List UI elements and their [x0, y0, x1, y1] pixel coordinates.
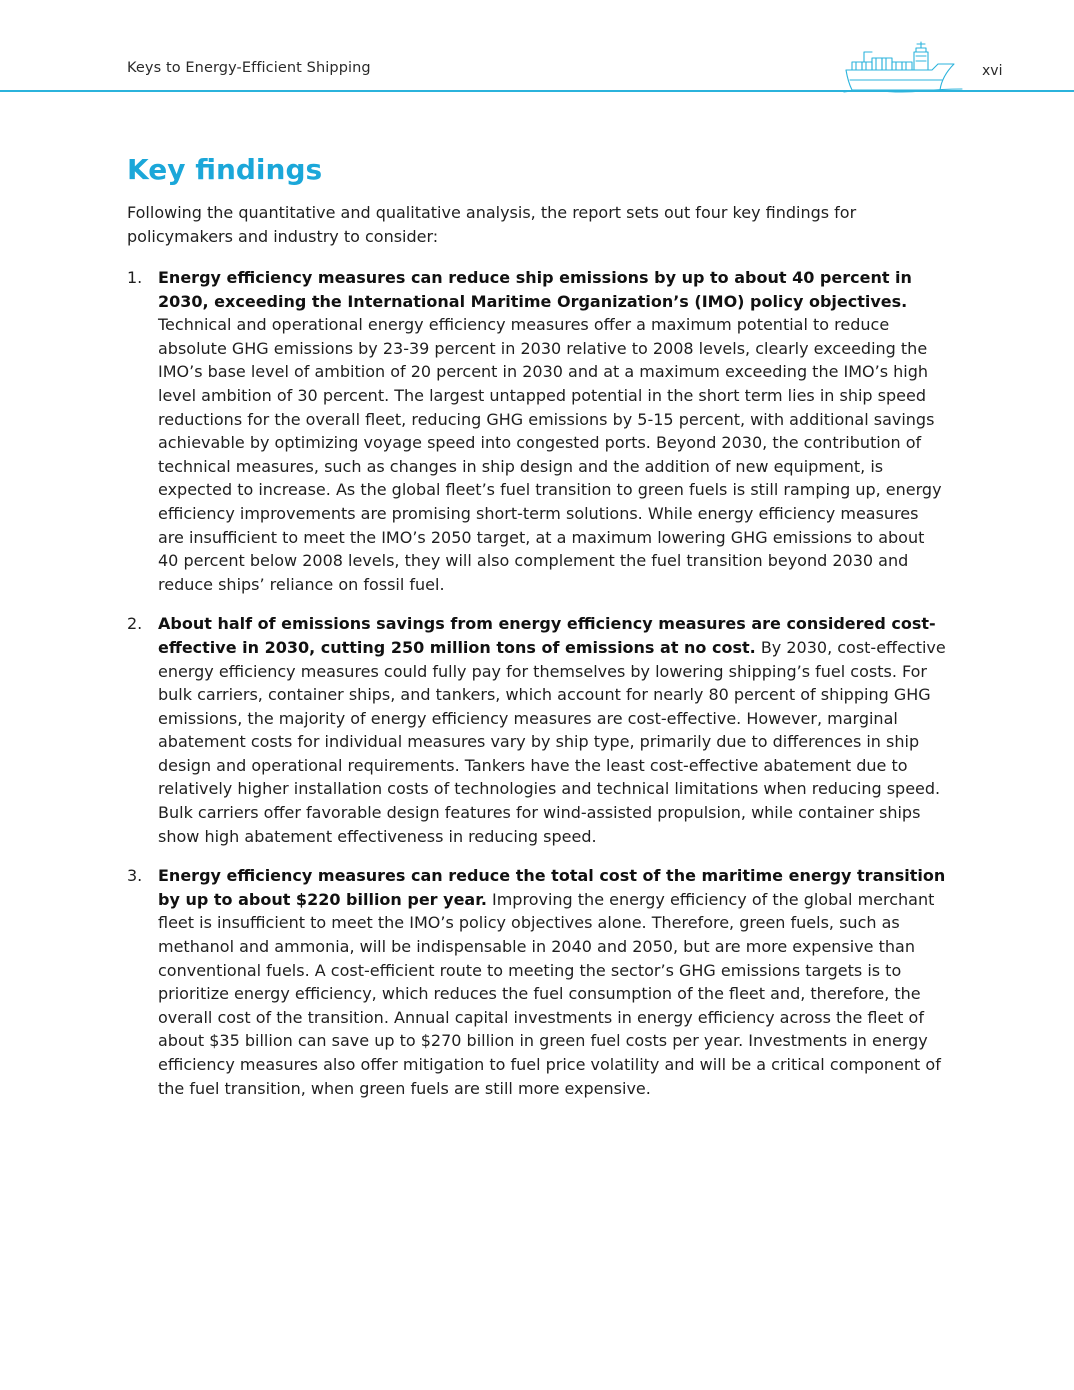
header-divider — [0, 90, 1074, 92]
finding-headline: Energy efficiency measures can reduce the total cost of the maritime energy transition by up to about $220 billion per year. — [158, 866, 946, 909]
findings-list — [127, 266, 949, 1100]
finding-item — [127, 864, 949, 1100]
finding-item — [127, 612, 949, 848]
main-content — [127, 150, 949, 1116]
finding-body: By 2030, cost-effective energy efficiency measures could fully pay for themselves by lowering shipping’s fuel costs. For bulk carriers, container ships, and tankers, which account for nearly 80 percent of shipping GHG emissions, the majority of energy efficiency measures are cost-effective. However, marginal abatement costs for individual measures vary by ship type, primarily due to differences in ship design and operational requirements. Tankers have the least cost-effective abatement due to relatively higher installation costs of technologies and technical limitations when reducing speed. Bulk carriers offer favorable design features for wind-assisted propulsion, while container ships show high abatement effectiveness in reducing speed. — [158, 637, 946, 846]
finding-number: 1. — [127, 268, 143, 287]
finding-body: Technical and operational energy efficiency measures offer a maximum potential to reduce absolute GHG emissions by 23-39 percent in 2030 relative to 2008 levels, clearly exceeding the IMO’s base level of ambition of 20 percent in 2030 and at a maximum exceeding the IMO’s high level ambition of 30 percent. The largest untapped potential in the short term lies in ship speed reductions for the overall fleet, reducing GHG emissions by 5-15 percent, with additional savings achievable by optimizing voyage speed into congested ports. Beyond 2030, the contribution of technical measures, such as changes in ship design and the addition of new equipment, is expected to increase. As the global fleet’s fuel transition to green fuels is still ramping up, energy efficiency improvements are promising short-term solutions. While energy efficiency measures are insufficient to meet the IMO’s 2050 target, at a maximum lowering GHG emissions to about 40 percent below 2008 levels, they will also complement the fuel transition beyond 2030 and reduce ships’ reliance on fossil fuel. — [158, 315, 942, 594]
finding-headline: Energy efficiency measures can reduce ship emissions by up to about 40 percent in 2030, exceeding the International Maritime Organization’s (IMO) policy objectives. — [158, 268, 912, 311]
finding-number: 3. — [127, 866, 143, 886]
finding-body: Improving the energy efficiency of the global merchant fleet is insufficient to meet the IMO’s policy objectives alone. Therefore, green fuels, such as methanol and ammonia, will be indispensable in 2040 and 2050, but are more expensive than conventional fuels. A cost-efficient route to meeting the sector’s GHG emissions targets is to prioritize energy efficiency, which reduces the fuel consumption of the fleet and, therefore, the overall cost of the transition. Annual capital investments in energy efficiency across the fleet of about $35 billion can save up to $270 billion in green fuel costs per year. Investments in energy efficiency measures also offer mitigation to fuel price volatility and will be a critical component of the fuel transition, when green fuels are still more expensive. — [158, 889, 941, 1098]
finding-item — [127, 266, 949, 596]
finding-number: 2. — [127, 614, 143, 634]
running-title: Keys to Energy-Efficient Shipping — [127, 60, 371, 76]
ship-icon — [842, 40, 976, 96]
section-title: Key findings — [127, 153, 323, 186]
page-number: xvi — [982, 63, 1003, 79]
page-header — [0, 0, 1074, 95]
intro-paragraph: Following the quantitative and qualitative analysis, the report sets out four key findings for policymakers and industry to consider: — [127, 203, 857, 246]
finding-headline: About half of emissions savings from energy efficiency measures are considered cost-effective in 2030, cutting 250 million tons of emissions at no cost. — [158, 614, 936, 657]
